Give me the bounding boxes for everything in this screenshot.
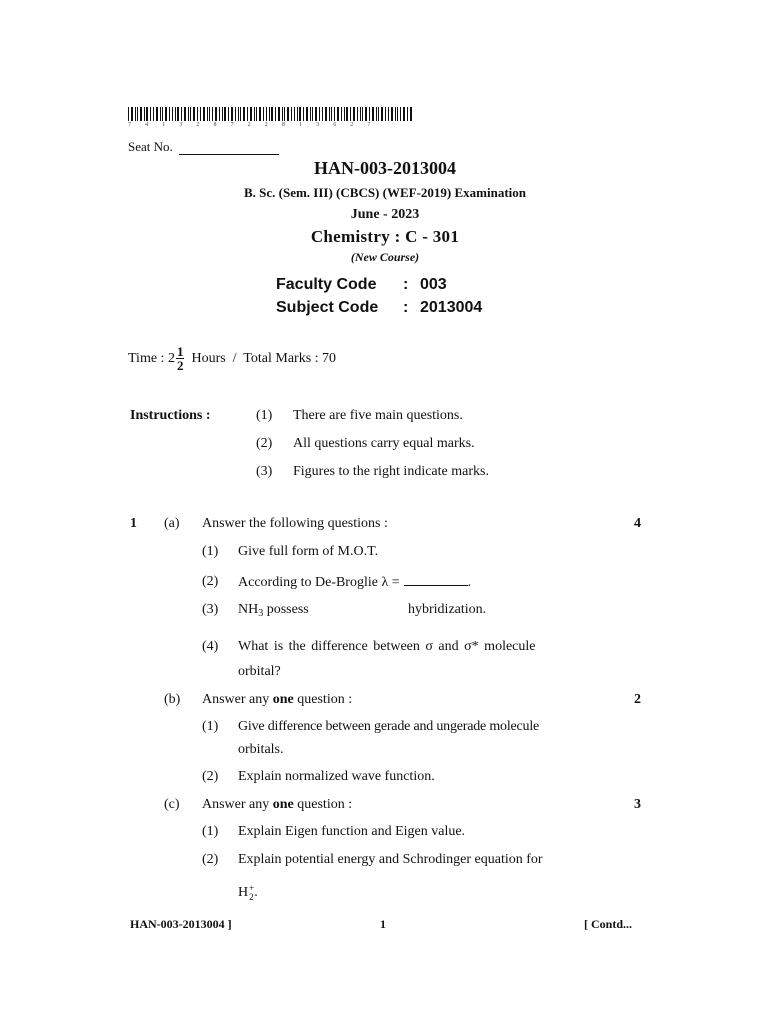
- h2-ion-formula: [238, 884, 258, 902]
- item-number: (4): [202, 639, 219, 654]
- item-text-mid: possess: [263, 602, 309, 617]
- seat-number: [128, 139, 279, 155]
- item-text-continued: orbitals.: [238, 742, 284, 757]
- item-text: [238, 602, 309, 619]
- instruction-number: (2): [256, 436, 273, 451]
- item-number: (1): [202, 544, 219, 559]
- part-c-label: (c): [164, 797, 180, 812]
- subject-code-label: Subject Code: [276, 299, 379, 316]
- subject-code-colon: :: [403, 299, 409, 316]
- item-number: (2): [202, 574, 219, 589]
- footer-paper-code: HAN-003-2013004 ]: [130, 917, 232, 931]
- fraction-denominator: 2: [176, 358, 184, 373]
- instruction-number: (3): [256, 464, 273, 479]
- item-number: (1): [202, 719, 219, 734]
- faculty-code-value: 003: [420, 276, 447, 293]
- item-text: [238, 574, 471, 591]
- item-text: Give difference between gerade and ungerade molecule: [238, 719, 540, 734]
- part-b-label: (b): [164, 692, 181, 707]
- instruction-text: All questions carry equal marks.: [293, 436, 475, 451]
- item-text: What is the difference between σ and σ* molecule: [238, 639, 536, 654]
- part-b-bold: one: [272, 692, 294, 707]
- item-text-end: hybridization.: [408, 602, 487, 617]
- formula-subscript: 3: [258, 608, 264, 619]
- item-number: (1): [202, 824, 219, 839]
- part-b-post: question :: [293, 692, 353, 707]
- barcode: [128, 107, 412, 121]
- part-c-marks: 3: [634, 797, 641, 812]
- instruction-number: (1): [256, 408, 273, 423]
- question-number: 1: [130, 516, 137, 531]
- part-b-pre: Answer any: [202, 692, 273, 707]
- seat-label: Seat No.: [128, 139, 173, 154]
- part-a-marks: 4: [634, 516, 641, 531]
- time-prefix: Time : 2: [128, 350, 175, 366]
- item-number: (3): [202, 602, 219, 617]
- formula-base: NH: [238, 602, 259, 617]
- item-end: .: [467, 575, 472, 590]
- paper-code: HAN-003-2013004: [314, 158, 456, 178]
- instruction-text: There are five main questions.: [293, 408, 463, 423]
- item-number: (2): [202, 852, 219, 867]
- faculty-code-label: Faculty Code: [276, 276, 377, 293]
- part-b-text: [202, 692, 352, 708]
- part-c-pre: Answer any: [202, 797, 273, 812]
- footer-page-number: 1: [380, 917, 386, 931]
- formula-subscript: 2: [249, 892, 254, 902]
- fraction-numerator: 1: [176, 344, 184, 359]
- faculty-code-colon: :: [403, 276, 409, 293]
- barcode-digits: 7 4 1 3 2 8 7 2 2 8 1 3 6 2 7: [128, 122, 377, 128]
- subject-title: Chemistry : C - 301: [310, 227, 460, 246]
- time-fraction: [176, 345, 185, 372]
- item-text: Explain Eigen function and Eigen value.: [238, 824, 466, 839]
- item-number: (2): [202, 769, 219, 784]
- exam-title: B. Sc. (Sem. III) (CBCS) (WEF-2019) Examination: [243, 185, 527, 200]
- instruction-text: Figures to the right indicate marks.: [293, 464, 489, 479]
- item-text: Explain normalized wave function.: [238, 769, 435, 784]
- instructions-label: Instructions :: [130, 408, 211, 423]
- item-end: .: [254, 885, 258, 901]
- de-broglie-text: According to De-Broglie λ =: [238, 575, 400, 590]
- formula-superscript: +: [249, 883, 255, 893]
- subject-code-value: 2013004: [420, 299, 483, 316]
- seat-number-blank: [179, 144, 279, 155]
- item-text: Give full form of M.O.T.: [238, 544, 379, 559]
- exam-month: June - 2023: [350, 207, 420, 222]
- part-a-label: (a): [164, 516, 180, 531]
- part-a-text: Answer the following questions :: [202, 516, 388, 531]
- course-note: (New Course): [350, 250, 420, 264]
- time-marks-line: [128, 345, 336, 372]
- item-text: Explain potential energy and Schrodinger equation for: [238, 852, 543, 867]
- item-text-continued: orbital?: [238, 664, 281, 679]
- formula-base: H: [238, 885, 249, 901]
- part-c-post: question :: [293, 797, 353, 812]
- time-suffix: Hours / Total Marks : 70: [191, 350, 337, 366]
- part-c-text: [202, 797, 352, 813]
- part-c-bold: one: [272, 797, 294, 812]
- footer-contd: [ Contd...: [584, 917, 633, 931]
- part-b-marks: 2: [634, 692, 641, 707]
- answer-blank: [404, 574, 468, 586]
